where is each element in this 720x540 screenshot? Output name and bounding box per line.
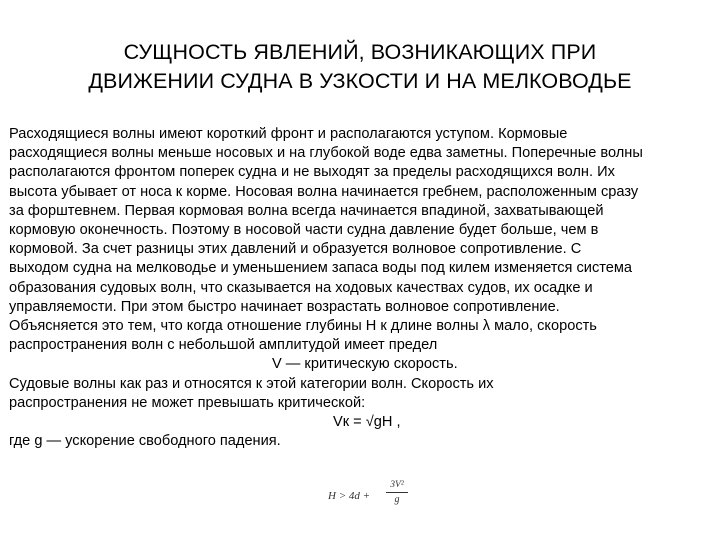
- body-line-8: выходом судна на мелководье и уменьшением запаса воды под килем изменяется система: [9, 260, 633, 277]
- formula-fraction: [386, 480, 408, 506]
- body-line-6: кормовую оконечность. Поэтому в носовой части судна давление будет больше, чем в: [9, 222, 599, 239]
- body-line-1: Расходящиеся волны имеют короткий фронт и располагаются уступом. Кормовые: [9, 126, 568, 142]
- vk-formula-line: Vк = √gH ,: [333, 414, 401, 431]
- depth-formula: [328, 480, 438, 514]
- body-text: [9, 125, 707, 451]
- slide-title: [20, 38, 700, 96]
- body-line-11: Объясняется это тем, что когда отношение глубины H к длине волны λ мало, скорость: [9, 318, 597, 335]
- formula-lhs: H > 4d +: [328, 490, 371, 502]
- title-line-2: ДВИЖЕНИИ СУДНА В УЗКОСТИ И НА МЕЛКОВОДЬЕ: [88, 69, 632, 93]
- body-line-14: распространения не может превышать критической:: [9, 394, 366, 411]
- body-line-9: образования судовых волн, что сказывается на ходовых качествах судов, их осадке и: [9, 279, 593, 296]
- title-line-1: СУЩНОСТЬ ЯВЛЕНИЙ, ВОЗНИКАЮЩИХ ПРИ: [123, 40, 597, 64]
- body-line-12: распространения волн с небольшой амплитудой имеет предел: [9, 337, 438, 354]
- body-line-13: Судовые волны как раз и относятся к этой категории волн. Скорость их: [9, 375, 494, 392]
- body-line-4: высота убывает от носа к корме. Носовая волна начинается гребнем, расположенным сразу: [9, 183, 639, 200]
- formula-numerator: 3V²: [390, 480, 404, 490]
- body-line-2: расходящиеся волны меньше носовых и на глубокой воде едва заметны. Поперечные волны: [9, 145, 643, 162]
- formula-fraction-bar: [386, 492, 408, 493]
- body-line-3: располагаются фронтом поперек судна и не выходят за пределы расходящихся волн. Их: [9, 164, 615, 181]
- body-line-10: управляемости. При этом быстро начинает возрастать волновое сопротивление.: [9, 298, 560, 315]
- gravity-definition-line: где g — ускорение свободного падения.: [9, 433, 281, 450]
- body-line-5: за форштевнем. Первая кормовая волна всегда начинается впадиной, захватывающей: [9, 202, 604, 219]
- body-line-7: кормовой. За счет разницы этих давлений и образуется волновое сопротивление. С: [9, 241, 582, 258]
- critical-speed-line: V — критическую скорость.: [272, 356, 458, 373]
- formula-denominator: g: [394, 494, 400, 505]
